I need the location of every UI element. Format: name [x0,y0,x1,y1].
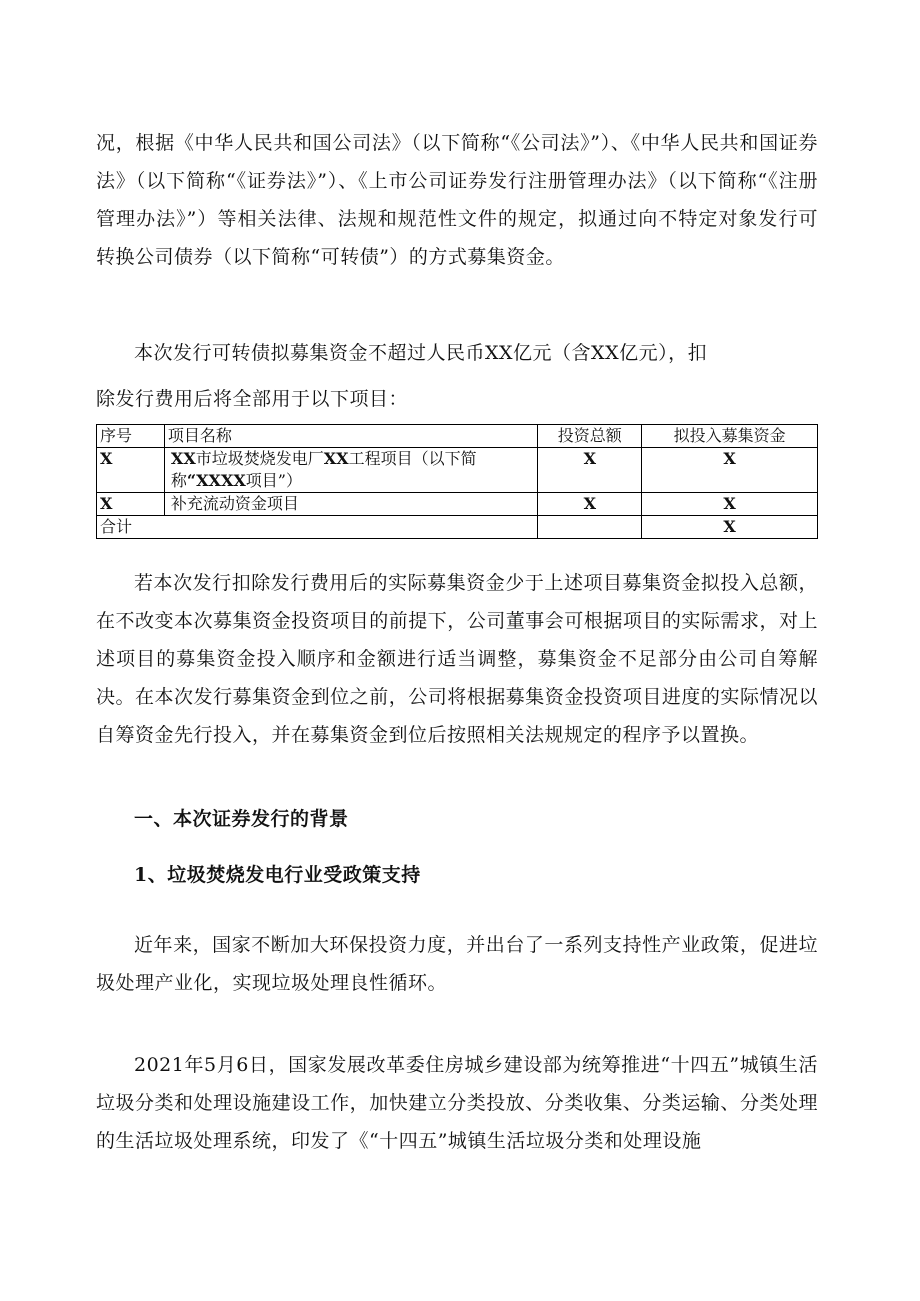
header-raised-funds: 拟投入募集资金 [642,425,818,448]
paragraph-policy: 近年来，国家不断加大环保投资力度，并出台了一系列支持性产业政策，促进垃圾处理产业化，实现垃圾处理良性循环。 [96,934,818,994]
project-code: XX [170,449,196,468]
table-row [97,493,818,516]
table-header-row [97,425,818,448]
table-row [97,448,818,493]
table-sum-row [97,516,818,539]
project-name-part: 项目”） [245,471,302,490]
header-project-name: 项目名称 [164,425,537,448]
paragraph-fundraising-line1: 本次发行可转债拟募集资金不超过人民币XX亿元（含XX亿元），扣 [134,342,708,364]
paragraph-fundraising-line2: 除发行费用后将全部用于以下项目： [96,388,409,410]
row-seq: X [97,448,165,493]
project-short-code: “XXXX [186,471,246,490]
header-total-investment: 投资总额 [538,425,642,448]
subsection-heading: 1、垃圾焚烧发电行业受政策支持 [134,864,421,886]
sum-label: 合计 [97,516,538,539]
paragraph-legal-basis: 况，根据《中华人民共和国公司法》（以下简称“《公司法》”）、《中华人民共和国证券法》（以下简称“《证券法》”）、《上市公司证券发行注册管理办法》（以下简称“《注册管理办法》”）等相关法律、法规和规范性文件的规定，拟通过向不特定对象发行可转换公司债券（以下简称“可转债”）的方式募集资金。 [96,132,818,268]
row-total-investment: X [538,493,642,516]
section-heading: 一、本次证券发行的背景 [134,808,349,830]
fund-use-table [96,424,818,539]
row-seq: X [97,493,165,516]
row-project-name [164,448,537,493]
sum-total-investment [538,516,642,539]
row-raised-funds: X [642,448,818,493]
paragraph-2021-plan: 2021年5月6日，国家发展改革委住房城乡建设部为统筹推进“十四五”城镇生活垃圾分类和处理设施建设工作，加快建立分类投放、分类收集、分类运输、分类处理的生活垃圾处理系统，印发了《“十四五”城镇生活垃圾分类和处理设施 [96,1054,818,1152]
row-project-name: 补充流动资金项目 [164,493,537,516]
header-seq: 序号 [97,425,165,448]
sum-raised-funds: X [642,516,818,539]
project-code: XX [323,449,349,468]
project-name-part: 工程项目（以下简称 [170,449,477,490]
row-raised-funds: X [642,493,818,516]
paragraph-adjustment: 若本次发行扣除发行费用后的实际募集资金少于上述项目募集资金拟投入总额，在不改变本次募集资金投资项目的前提下，公司董事会可根据项目的实际需求，对上述项目的募集资金投入顺序和金额进行适当调整，募集资金不足部分由公司自筹解决。在本次发行募集资金到位之前，公司将根据募集资金投资项目进度的实际情况以自筹资金先行投入，并在募集资金到位后按照相关法规规定的程序予以置换。 [96,572,818,746]
project-name-part: 市垃圾焚烧发电厂 [195,449,324,468]
row-total-investment: X [538,448,642,493]
